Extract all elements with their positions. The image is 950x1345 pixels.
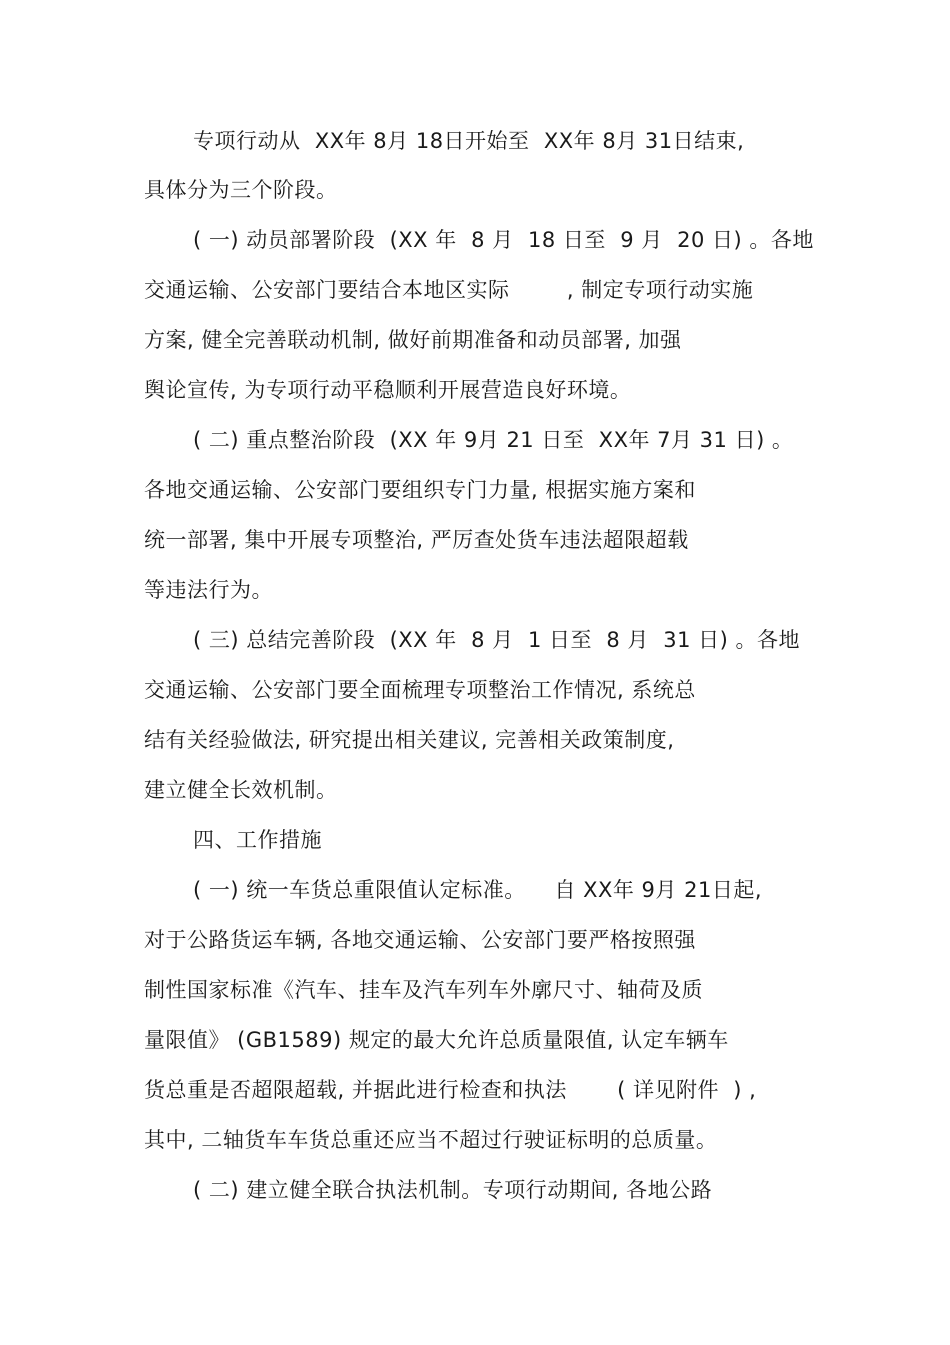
text-line: 统一部署, 集中开展专项整治, 严厉查处货车违法超限超载	[144, 528, 689, 552]
text-line: ( 二) 重点整治阶段 (XX 年 9月 21 日至 XX年 7月 31 日) 。	[193, 428, 794, 452]
text-line: 对于公路货运车辆, 各地交通运输、公安部门要严格按照强	[144, 928, 696, 952]
text-line: 其中, 二轴货车车货总重还应当不超过行驶证标明的总质量。	[144, 1128, 718, 1152]
text-line: ( 一) 统一车货总重限值认定标准。 自 XX年 9月 21日起,	[193, 878, 762, 902]
text-line: 等违法行为。	[144, 578, 273, 602]
text-line: 建立健全长效机制。	[144, 778, 338, 802]
text-line: 量限值》 (GB1589) 规定的最大允许总质量限值, 认定车辆车	[144, 1028, 729, 1052]
text-line: 交通运输、公安部门要全面梳理专项整治工作情况, 系统总	[144, 678, 696, 702]
text-line: 舆论宣传, 为专项行动平稳顺利开展营造良好环境。	[144, 378, 632, 402]
text-line: 具体分为三个阶段。	[144, 178, 338, 202]
text-line: ( 一) 动员部署阶段 (XX 年 8 月 18 日至 9 月 20 日) 。各地	[193, 228, 814, 252]
section-heading: 四、工作措施	[193, 828, 322, 852]
text-line: 结有关经验做法, 研究提出相关建议, 完善相关政策制度,	[144, 728, 675, 752]
text-line: 各地交通运输、公安部门要组织专门力量, 根据实施方案和	[144, 478, 696, 502]
text-line: 专项行动从 XX年 8月 18日开始至 XX年 8月 31日结束,	[193, 129, 745, 153]
text-line: 制性国家标准《汽车、挂车及汽车列车外廓尺寸、轴荷及质	[144, 978, 703, 1002]
text-line: ( 三) 总结完善阶段 (XX 年 8 月 1 日至 8 月 31 日) 。各地	[193, 628, 801, 652]
text-line: 交通运输、公安部门要结合本地区实际 , 制定专项行动实施	[144, 278, 754, 302]
text-line: ( 二) 建立健全联合执法机制。专项行动期间, 各地公路	[193, 1178, 713, 1202]
text-line: 货总重是否超限超载, 并据此进行检查和执法 ( 详见附件 ) ,	[144, 1078, 757, 1102]
text-line: 方案, 健全完善联动机制, 做好前期准备和动员部署, 加强	[144, 328, 682, 352]
